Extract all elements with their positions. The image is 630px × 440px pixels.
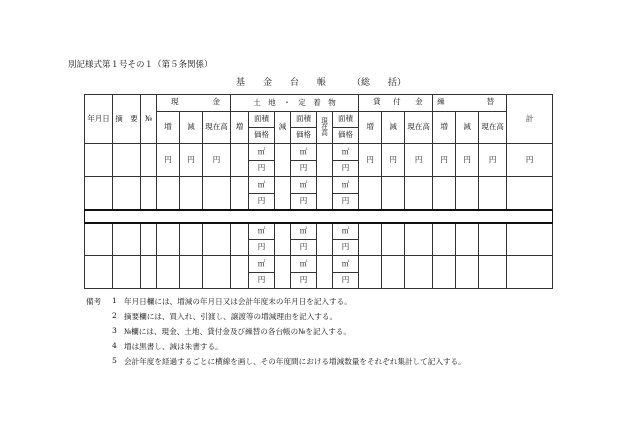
cell-land-decrease xyxy=(275,256,291,289)
header-loan-increase: 増 xyxy=(359,112,382,144)
note-number: 5 xyxy=(112,356,117,365)
header-loan-balance: 現在高 xyxy=(405,112,433,144)
cell-transfer-decrease xyxy=(456,223,479,256)
cell-sqm-unit: ㎡ xyxy=(291,144,317,161)
cell-yen-unit: 円 xyxy=(433,144,456,177)
cell-land-decrease xyxy=(275,177,291,210)
header-land-decrease-area: 面積 xyxy=(291,112,317,128)
cell-transfer-increase xyxy=(433,177,456,210)
cell-summary xyxy=(113,144,141,177)
cell-summary xyxy=(113,177,141,210)
cell-date xyxy=(85,223,113,256)
cell-transfer-decrease xyxy=(456,256,479,289)
cell-land-increase xyxy=(231,256,249,289)
cell-total xyxy=(507,177,553,210)
cell-number xyxy=(141,223,157,256)
cell-summary xyxy=(113,223,141,256)
cell-sqm-unit: ㎡ xyxy=(291,177,317,194)
cell-total xyxy=(507,256,553,289)
cell-cash-decrease xyxy=(180,256,203,289)
cell-total xyxy=(507,223,553,256)
note-number: 4 xyxy=(112,341,117,350)
header-total: 計 xyxy=(507,95,553,144)
title-char: 金 xyxy=(263,78,273,88)
cell-date xyxy=(85,144,113,177)
cell-loan-balance xyxy=(405,223,433,256)
cell-yen-unit: 円 xyxy=(333,239,359,256)
cell-yen-unit: 円 xyxy=(249,239,275,256)
cell-transfer-increase xyxy=(433,256,456,289)
header-land-current-area: 面積 xyxy=(333,112,359,128)
cell-land-increase xyxy=(231,177,249,210)
header-land-decrease: 減 xyxy=(275,112,291,144)
header-land-increase-area: 面積 xyxy=(249,112,275,128)
cell-loan-decrease xyxy=(382,256,405,289)
header-cash-balance: 現在高 xyxy=(203,112,231,144)
header-land-current-value: 価格 xyxy=(333,128,359,144)
cell-loan-decrease xyxy=(382,177,405,210)
cell-land-current xyxy=(317,256,333,289)
cell-summary xyxy=(113,256,141,289)
cell-land-increase xyxy=(231,144,249,177)
cell-land-current xyxy=(317,223,333,256)
header-transfer-char: 替 xyxy=(486,97,495,106)
cell-transfer-increase xyxy=(433,223,456,256)
cell-sqm-unit: ㎡ xyxy=(291,223,317,240)
cell-sqm-unit: ㎡ xyxy=(291,256,317,273)
header-cash-char: 金 xyxy=(212,97,221,106)
cell-sqm-unit: ㎡ xyxy=(249,144,275,161)
cell-sqm-unit: ㎡ xyxy=(333,223,359,240)
note-text: №欄には、現金、土地、貸付金及び繰替の各台帳の№を記入する。 xyxy=(124,327,351,336)
cell-cash-balance xyxy=(203,177,231,210)
cell-cash-decrease xyxy=(180,223,203,256)
cell-loan-increase xyxy=(359,256,382,289)
cell-yen-unit: 円 xyxy=(479,144,507,177)
cell-yen-unit: 円 xyxy=(291,160,317,177)
title-char: 台 xyxy=(290,78,300,88)
cell-yen-unit: 円 xyxy=(291,193,317,210)
header-cash-increase: 増 xyxy=(157,112,180,144)
cell-number xyxy=(141,256,157,289)
cell-sqm-unit: ㎡ xyxy=(249,223,275,240)
header-land-current xyxy=(317,112,333,144)
cell-sqm-unit: ㎡ xyxy=(333,144,359,161)
cell-yen-unit: 円 xyxy=(507,144,553,177)
header-date: 年月日 xyxy=(85,95,113,144)
cell-land-increase xyxy=(231,223,249,256)
cell-loan-decrease xyxy=(382,223,405,256)
header-transfer-increase: 増 xyxy=(433,112,456,144)
cell-cash-increase xyxy=(157,177,180,210)
cell-yen-unit: 円 xyxy=(203,144,231,177)
header-loan xyxy=(359,95,433,112)
cell-yen-unit: 円 xyxy=(249,160,275,177)
cell-sqm-unit: ㎡ xyxy=(333,256,359,273)
header-current-char: 在 xyxy=(321,122,328,131)
cell-number xyxy=(141,144,157,177)
header-transfer-balance: 現在高 xyxy=(479,112,507,144)
note-text: 会計年度を経過するごとに横線を画し、その年度間における増減数量をそれぞれ集計して記入する。 xyxy=(124,357,466,366)
header-loan-char: 貸 xyxy=(373,97,381,106)
header-land-decrease-value: 価格 xyxy=(291,128,317,144)
cell-cash-increase xyxy=(157,256,180,289)
note-number: 2 xyxy=(112,311,117,320)
cell-yen-unit: 円 xyxy=(180,144,203,177)
note-text: 増は黒書し、減は朱書する。 xyxy=(124,342,223,351)
header-land: 土 地 ・ 定 着 物 xyxy=(231,95,359,112)
cell-yen-unit: 円 xyxy=(333,193,359,210)
cell-cash-increase xyxy=(157,223,180,256)
ledger-title xyxy=(0,75,630,87)
cell-yen-unit: 円 xyxy=(382,144,405,177)
title-subtitle: （総 括） xyxy=(352,78,407,88)
header-land-increase: 増 xyxy=(231,112,249,144)
cell-cash-balance xyxy=(203,256,231,289)
cell-loan-increase xyxy=(359,177,382,210)
cell-land-current xyxy=(317,144,333,177)
cell-yen-unit: 円 xyxy=(333,160,359,177)
cell-loan-increase xyxy=(359,223,382,256)
note-number: 3 xyxy=(112,326,117,335)
header-current-char: 現 xyxy=(321,116,328,125)
notes-label: 備考 xyxy=(86,297,102,306)
header-cash-char: 現 xyxy=(171,97,179,106)
cell-loan-balance xyxy=(405,177,433,210)
title-char: 帳 xyxy=(317,78,327,88)
cell-sqm-unit: ㎡ xyxy=(333,177,359,194)
cell-yen-unit: 円 xyxy=(359,144,382,177)
header-land-increase-value: 価格 xyxy=(249,128,275,144)
cell-sqm-unit: ㎡ xyxy=(249,256,275,273)
cell-transfer-decrease xyxy=(456,177,479,210)
cell-number xyxy=(141,177,157,210)
header-cash-decrease: 減 xyxy=(180,112,203,144)
cell-date xyxy=(85,177,113,210)
form-number: 別記様式第１号その１（第５条関係） xyxy=(68,60,213,70)
cell-yen-unit: 円 xyxy=(291,239,317,256)
cell-date xyxy=(85,256,113,289)
cell-yen-unit: 円 xyxy=(456,144,479,177)
cell-yen-unit: 円 xyxy=(333,272,359,289)
header-summary: 摘 要 xyxy=(113,95,141,144)
note-text: 摘要欄には、買入れ、引渡し、譲渡等の増減理由を記入する。 xyxy=(124,312,338,321)
year-end-separator xyxy=(85,210,553,223)
header-transfer xyxy=(433,95,507,112)
header-transfer-char: 繰 xyxy=(437,97,445,106)
cell-loan-balance xyxy=(405,256,433,289)
cell-yen-unit: 円 xyxy=(157,144,180,177)
cell-land-decrease xyxy=(275,144,291,177)
header-loan-char: 金 xyxy=(415,97,423,106)
header-transfer-decrease: 減 xyxy=(456,112,479,144)
cell-yen-unit: 円 xyxy=(249,193,275,210)
cell-yen-unit: 円 xyxy=(249,272,275,289)
note-text: 年月日欄には、増減の年月日又は会計年度末の年月日を記入する。 xyxy=(124,297,352,306)
cell-land-current xyxy=(317,177,333,210)
header-cash xyxy=(157,95,231,112)
note-number: 1 xyxy=(112,296,117,305)
cell-cash-decrease xyxy=(180,177,203,210)
cell-transfer-balance xyxy=(479,223,507,256)
cell-yen-unit: 円 xyxy=(291,272,317,289)
cell-yen-unit: 円 xyxy=(405,144,433,177)
cell-land-decrease xyxy=(275,223,291,256)
cell-transfer-balance xyxy=(479,177,507,210)
cell-cash-balance xyxy=(203,223,231,256)
title-char: 基 xyxy=(236,78,246,88)
header-number: № xyxy=(141,95,157,144)
cell-sqm-unit: ㎡ xyxy=(249,177,275,194)
header-loan-decrease: 減 xyxy=(382,112,405,144)
header-current-char: 高 xyxy=(321,129,328,138)
ledger-table xyxy=(84,94,553,289)
header-loan-char: 付 xyxy=(393,97,401,106)
cell-transfer-balance xyxy=(479,256,507,289)
